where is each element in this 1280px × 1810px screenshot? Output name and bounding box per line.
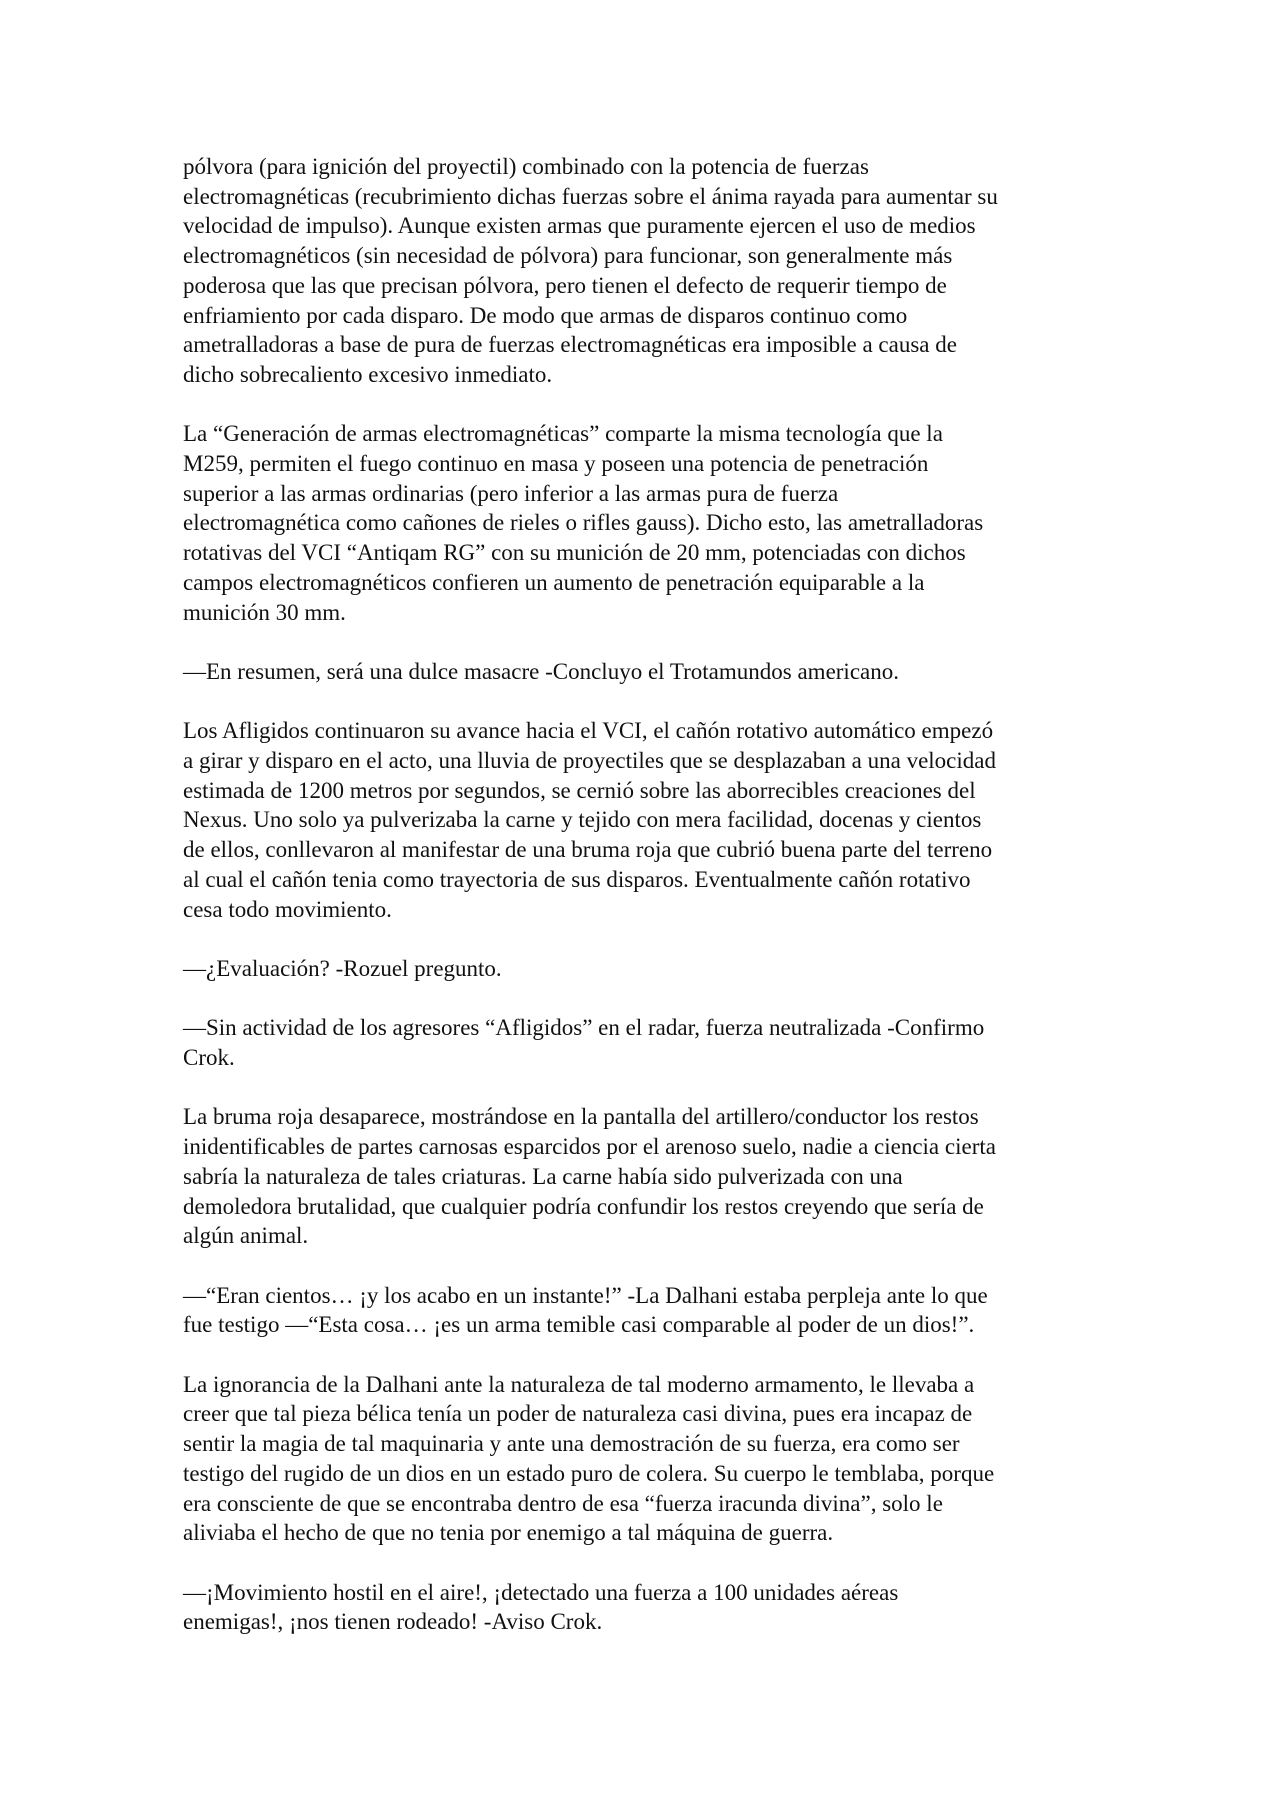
paragraph: —“Eran cientos… ¡y los acabo en un instante!” -La Dalhani estaba perpleja ante lo que fue testigo —“Esta cosa… ¡es un arma temible casi comparable al poder de un dios!”. — [183, 1282, 988, 1338]
paragraph: —¿Evaluación? -Rozuel pregunto. — [183, 955, 502, 981]
document-body — [183, 152, 1103, 1667]
paragraph: La bruma roja desaparece, mostrándose en la pantalla del artillero/conductor los restos inidentificables de partes carnosas esparcidos por el arenoso suelo, nadie a ciencia cierta sabría la naturaleza de tales criaturas. La carne había sido pulverizada con una demoledora brutalidad, que cualquier podría confundir los restos creyendo que sería de algún animal. — [183, 1104, 996, 1249]
paragraph: —Sin actividad de los agresores “Afligidos” en el radar, fuerza neutralizada -Confirmo Crok. — [183, 1015, 985, 1071]
paragraph: pólvora (para ignición del proyectil) combinado con la potencia de fuerzas electromagnéticas (recubrimiento dichas fuerzas sobre el ánima rayada para aumentar su velocidad de impulso). Aunque existen armas que puramente ejercen el uso de medios electromagnéticos (sin necesidad de pólvora) para funcionar, son generalmente más poderosa que las que precisan pólvora, pero tienen el defecto de requerir tiempo de enfriamiento por cada disparo. De modo que armas de disparos continuo como ametralladoras a base de pura de fuerzas electromagnéticas era imposible a causa de dicho sobrecaliento excesivo inmediato. — [183, 154, 998, 387]
paragraph: Los Afligidos continuaron su avance hacia el VCI, el cañón rotativo automático empezó a girar y disparo en el acto, una lluvia de proyectiles que se desplazaban a una velocidad estimada de 1200 metros por segundos, se cernió sobre las aborrecibles creaciones del Nexus. Uno solo ya pulverizaba la carne y tejido con mera facilidad, docenas y cientos de ellos, conllevaron al manifestar de una bruma roja que cubrió buena parte del terreno al cual el cañón tenia como trayectoria de sus disparos. Eventualmente cañón rotativo cesa todo movimiento. — [183, 718, 996, 922]
paragraph: La ignorancia de la Dalhani ante la naturaleza de tal moderno armamento, le llevaba a creer que tal pieza bélica tenía un poder de naturaleza casi divina, pues era incapaz de sentir la magia de tal maquinaria y ante una demostración de su fuerza, era como ser testigo del rugido de un dios en un estado puro de colera. Su cuerpo le temblaba, porque era consciente de que se encontraba dentro de esa “fuerza iracunda divina”, solo le aliviaba el hecho de que no tenia por enemigo a tal máquina de guerra. — [183, 1371, 995, 1546]
paragraph: La “Generación de armas electromagnéticas” comparte la misma tecnología que la M259, permiten el fuego continuo en masa y poseen una potencia de penetración superior a las armas ordinarias (pero inferior a las armas pura de fuerza electromagnética como cañones de rieles o rifles gauss). Dicho esto, las ametralladoras rotativas del VCI “Antiqam RG” con su munición de 20 mm, potenciadas con dichos campos electromagnéticos confieren un aumento de penetración equiparable a la munición 30 mm. — [183, 421, 984, 625]
paragraph: —En resumen, será una dulce masacre -Concluyo el Trotamundos americano. — [183, 658, 899, 684]
paragraph: —¡Movimiento hostil en el aire!, ¡detectado una fuerza a 100 unidades aéreas enemigas!, ¡nos tienen rodeado! -Aviso Crok. — [183, 1579, 899, 1635]
